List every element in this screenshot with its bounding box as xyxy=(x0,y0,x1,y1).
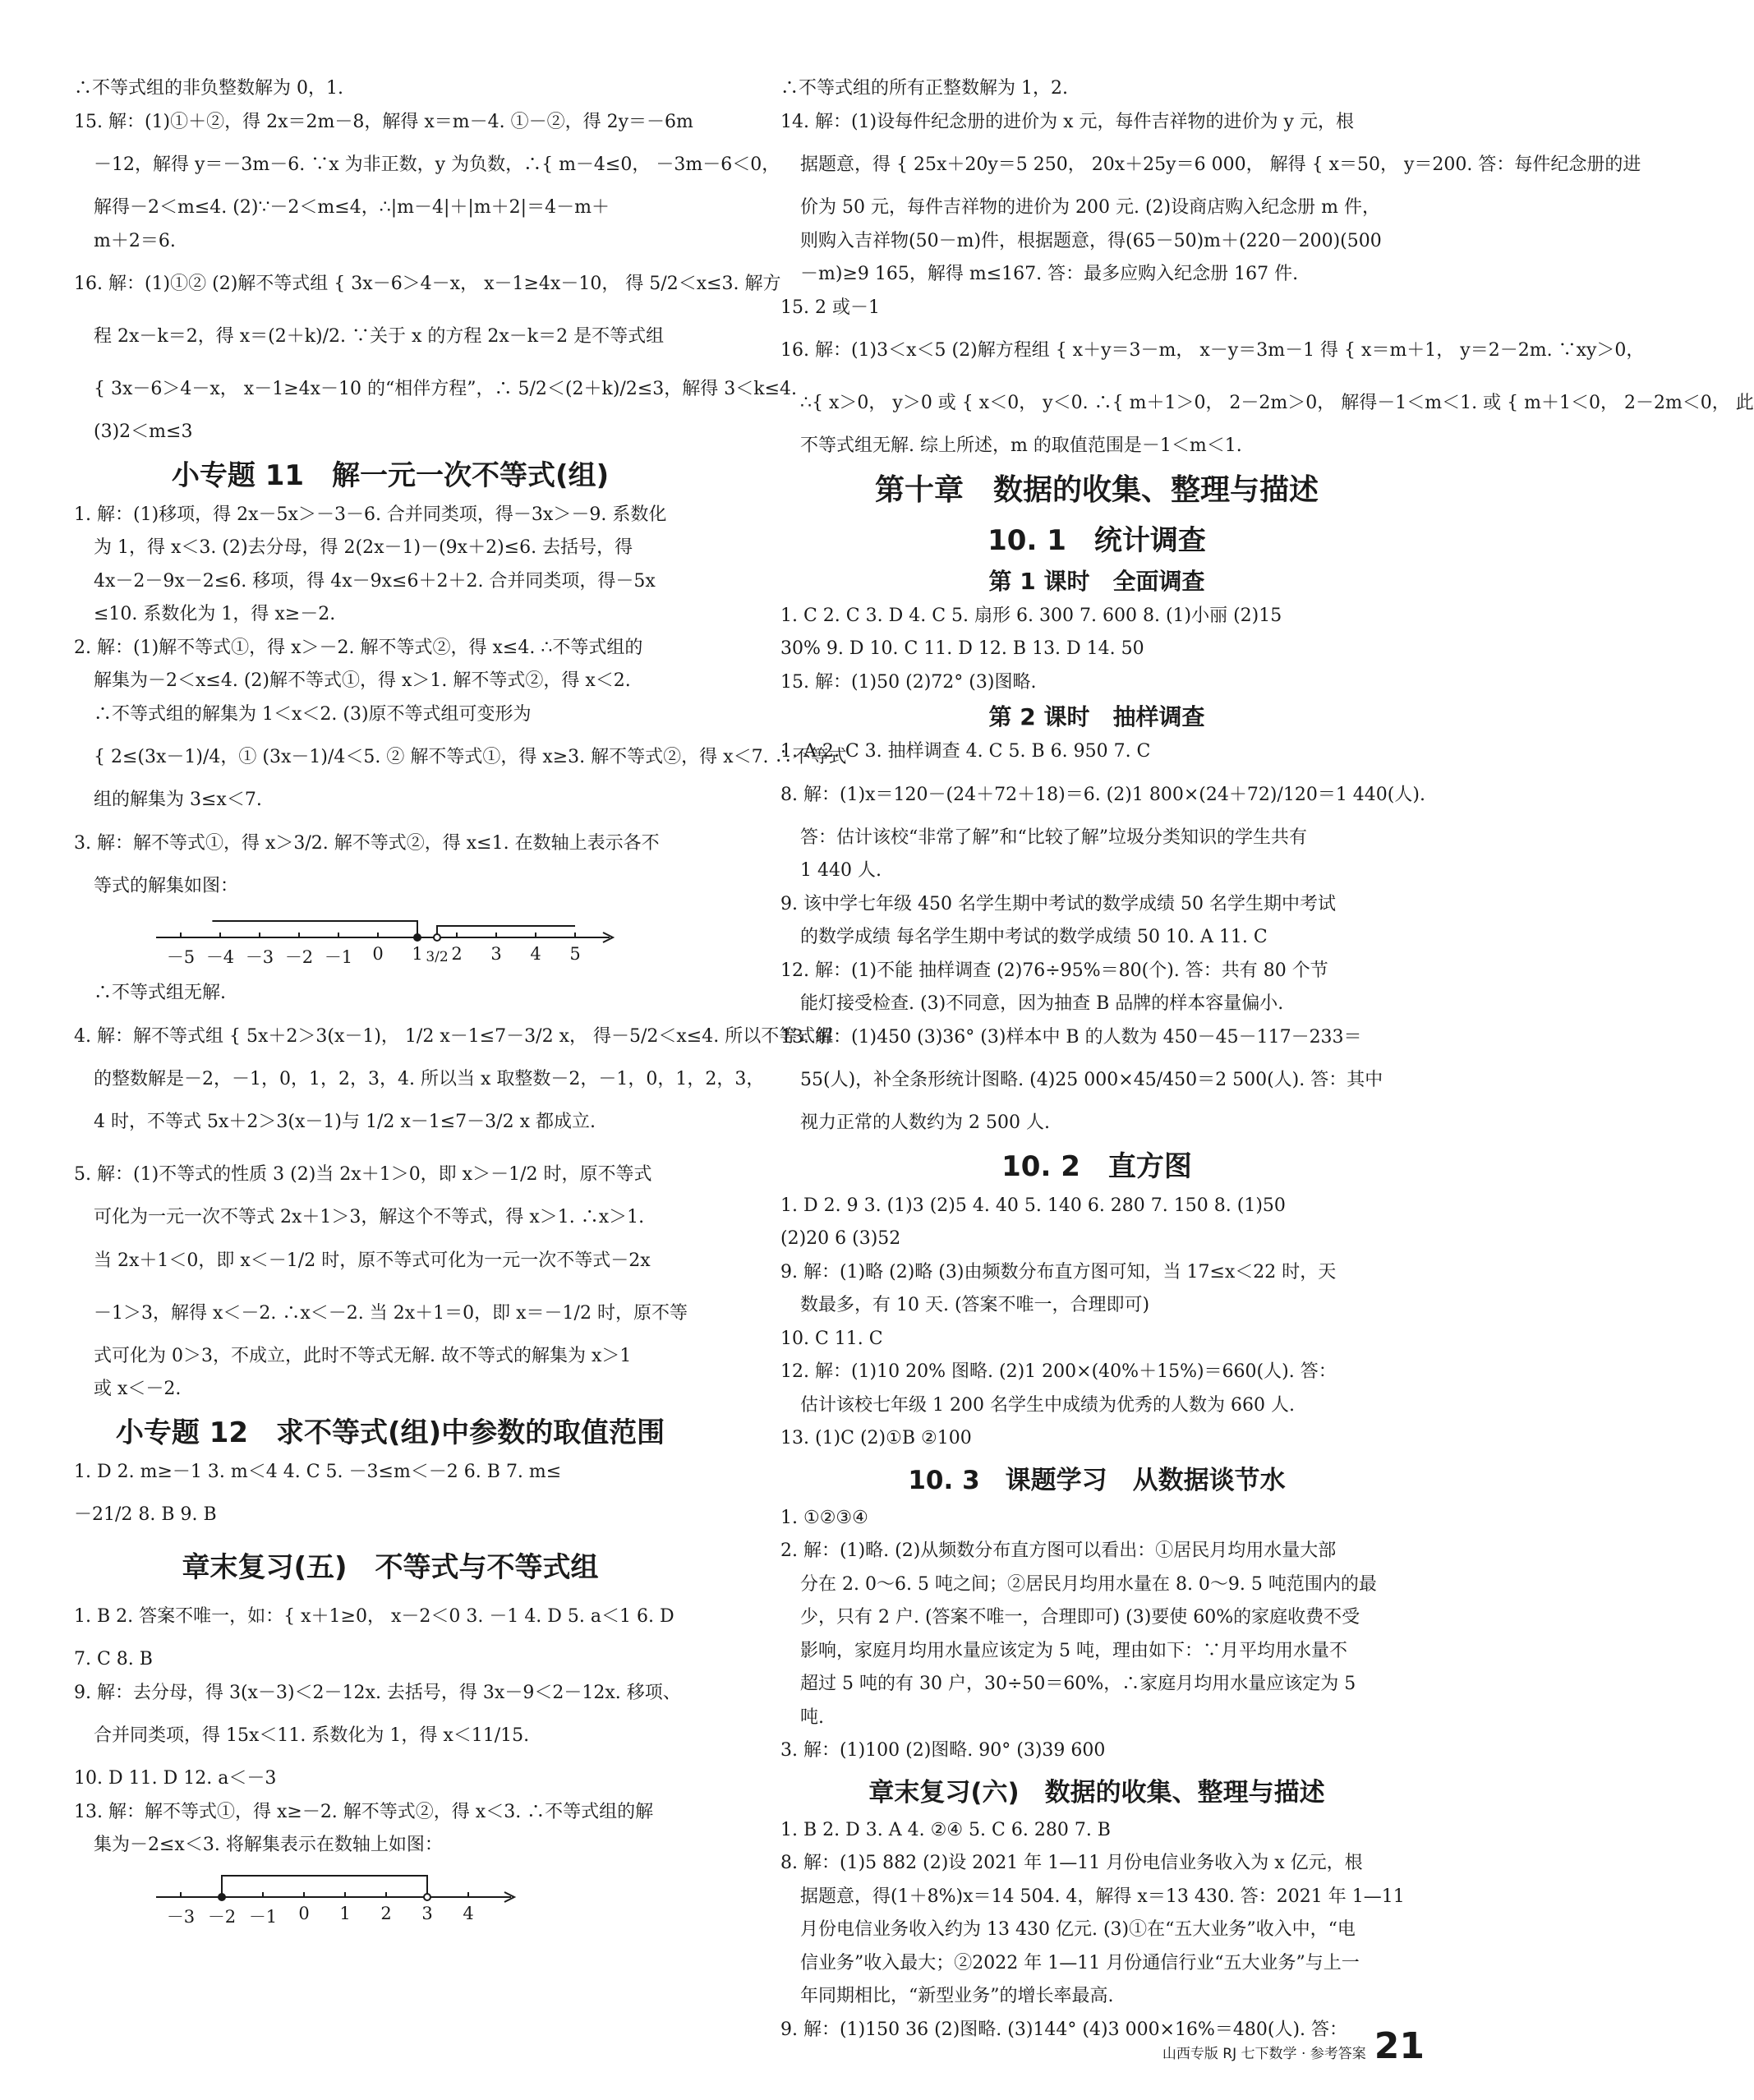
answer-line: 5. 解：(1)不等式的性质 3 (2)当 2x＋1＞0，即 x＞－1/2 时，原不等式 xyxy=(74,1164,652,1185)
solution-range xyxy=(212,921,417,937)
answer-line: ∴不等式组的所有正整数解为 1，2. xyxy=(780,78,1068,99)
answer-line: 4 时，不等式 5x＋2＞3(x－1)与 1/2 x－1≤7－3/2 x 都成立. xyxy=(94,1112,596,1132)
answer-line: 组的解集为 3≤x＜7. xyxy=(94,790,262,810)
answer-line: 吨. xyxy=(800,1706,824,1728)
tick-label: －1 xyxy=(324,947,353,967)
answer-line: 则购入吉祥物(50－m)件，根据题意，得(65－50)m＋(220－200)(500 xyxy=(800,230,1382,251)
answer-line: 15. 解：(1)①＋②，得 2x＝2m－8，解得 x＝m－4. ①－②，得 2y＝－6m xyxy=(74,111,693,132)
section-heading: 第 1 课时 全面调查 xyxy=(988,567,1205,595)
answer-line: 可化为一元一次不等式 2x＋1＞3，解这个不等式，得 x＞1. ∴x＞1. xyxy=(94,1207,645,1227)
answer-line: 或 x＜－2. xyxy=(94,1379,182,1399)
answer-line: 4x－2－9x－2≤6. 移项，得 4x－9x≤6＋2＋2. 合并同类项，得－5x xyxy=(94,570,656,592)
answer-line: 1. 解：(1)移项，得 2x－5x＞－3－6. 合并同类项，得－3x＞－9. 系数化 xyxy=(74,504,667,525)
number-line xyxy=(156,906,616,972)
answer-line: { 3x－6＞4－x， x－1≥4x－10 的“相伴方程”，∴ 5/2＜(2＋k)/2≤3，解得 3＜k≤4. xyxy=(94,379,797,399)
tick-label-fraction: 3/2 xyxy=(426,949,449,965)
answer-line: 分在 2. 0～6. 5 吨之间；②居民月均用水量在 8. 0～9. 5 吨范围内的最 xyxy=(800,1573,1377,1595)
tick-label: 2 xyxy=(380,1903,392,1923)
answer-line: 1. C 2. C 3. D 4. C 5. 扇形 6. 300 7. 600 8. (1)小丽 (2)15 xyxy=(780,605,1282,626)
answer-line: 9. 解：(1)150 36 (2)图略. (3)144° (4)3 000×16%＝480(人). 答： xyxy=(780,2019,1348,2040)
page-number: 21 xyxy=(1374,2025,1425,2067)
number-line-axis xyxy=(156,1866,518,1907)
answer-line: 2. 解：(1)略. (2)从频数分布直方图可以看出：①居民月均用水量大部 xyxy=(780,1540,1337,1561)
answer-line: 12. 解：(1)不能 抽样调查 (2)76÷95%＝80(个). 答：共有 80 个节 xyxy=(780,960,1328,981)
answer-line: 当 2x＋1＜0，即 x＜－1/2 时，原不等式可化为一元一次不等式－2x xyxy=(94,1250,651,1271)
answer-line: ∴不等式组的非负整数解为 0，1. xyxy=(74,78,343,99)
section-heading: 章末复习(五) 不等式与不等式组 xyxy=(182,1551,599,1584)
answer-line: 16. 解：(1)①② (2)解不等式组 { 3x－6＞4－x， x－1≥4x－10， 得 5/2＜x≤3. 解方 xyxy=(74,274,781,294)
answer-line: 视力正常的人数约为 2 500 人. xyxy=(800,1112,1050,1133)
answer-line: 数最多，有 10 天. (答案不唯一，合理即可) xyxy=(800,1295,1150,1315)
answer-line: 9. 解：(1)略 (2)略 (3)由频数分布直方图可知，当 17≤x＜22 时，天 xyxy=(780,1261,1337,1283)
answer-line: 1. D 2. m≥－1 3. m＜4 4. C 5. －3≤m＜－2 6. B 7. m≤ xyxy=(74,1461,562,1482)
answer-line: 能灯接受检查. (3)不同意，因为抽查 B 品牌的样本容量偏小. xyxy=(800,993,1284,1014)
answer-line: 集为－2≤x＜3. 将解集表示在数轴上如图： xyxy=(94,1835,443,1855)
answer-line: 答：估计该校“非常了解”和“比较了解”垃圾分类知识的学生共有 xyxy=(800,827,1307,848)
tick-label: 0 xyxy=(372,944,384,964)
answer-line: 15. 解：(1)50 (2)72° (3)图略. xyxy=(780,671,1037,693)
section-heading: 10. 2 直方图 xyxy=(1001,1149,1192,1183)
answer-line: 程 2x－k＝2，得 x＝(2＋k)/2. ∵关于 x 的方程 2x－k＝2 是不等式组 xyxy=(94,326,665,347)
answer-line: 13. 解：解不等式①，得 x≥－2. 解不等式②，得 x＜3. ∴不等式组的解 xyxy=(74,1801,654,1822)
answer-line: 12. 解：(1)10 20% 图略. (2)1 200×(40%＋15%)＝660(人). 答： xyxy=(780,1361,1337,1382)
answer-line: 2. 解：(1)解不等式①，得 x＞－2. 解不等式②，得 x≤4. ∴不等式组的 xyxy=(74,637,643,658)
answer-line: 为 1，得 x＜3. (2)去分母，得 2(2x－1)－(9x＋2)≤6. 去括号，得 xyxy=(94,537,633,558)
section-heading: 小专题 11 解一元一次不等式(组) xyxy=(171,458,610,492)
tick-label: 4 xyxy=(463,1903,474,1923)
tick-label: 0 xyxy=(298,1903,310,1923)
tick-label: 2 xyxy=(451,944,463,964)
solution-range xyxy=(437,926,575,937)
answer-line: ∴不等式组的解集为 1＜x＜2. (3)原不等式组可变形为 xyxy=(94,703,532,725)
answer-line: 55(人)，补全条形统计图略. (4)25 000×45/450＝2 500(人). 答：其中 xyxy=(800,1070,1383,1090)
section-heading: 10. 3 课题学习 从数据谈节水 xyxy=(908,1465,1286,1495)
right-column xyxy=(780,72,1754,2047)
tick-label: －3 xyxy=(166,1906,196,1927)
answer-line: 13. (1)C (2)①B ②100 xyxy=(780,1428,972,1448)
answer-line: 1. ①②③④ xyxy=(780,1507,868,1528)
answer-line: 的数学成绩 每名学生期中考试的数学成绩 50 10. A 11. C xyxy=(800,927,1268,947)
answer-line: 信业务”收入最大；②2022 年 1—11 月份通信行业“五大业务”与上一 xyxy=(800,1952,1360,1973)
answer-line: 8. 解：(1)5 882 (2)设 2021 年 1—11 月份电信业务收入为 x 亿元，根 xyxy=(780,1853,1363,1873)
answer-line: －12，解得 y＝－3m－6. ∵x 为非正数，y 为负数，∴{ m－4≤0， －3m－6＜0， xyxy=(94,154,780,175)
tick-label: 4 xyxy=(530,944,541,964)
answer-line: －1＞3，解得 x＜－2. ∴x＜－2. 当 2x＋1＝0，即 x＝－1/2 时，原不等 xyxy=(94,1302,688,1324)
answer-line: (3)2＜m≤3 xyxy=(94,421,193,442)
answer-line: ∴{ x＞0， y＞0 或 { x＜0， y＜0. ∴{ m＋1＞0， 2－2m＞0， 解得－1＜m＜1. 或 { m＋1＜0， 2－2m＜0， 此 xyxy=(800,393,1754,413)
answer-line: 14. 解：(1)设每件纪念册的进价为 x 元，每件吉祥物的进价为 y 元，根 xyxy=(780,111,1354,132)
answer-line: 1. D 2. 9 3. (1)3 (2)5 4. 40 5. 140 6. 280 7. 150 8. (1)50 xyxy=(780,1195,1286,1216)
answer-line: 少，只有 2 户. (答案不唯一，合理即可) (3)要使 60%的家庭收费不受 xyxy=(800,1607,1360,1628)
answer-line: 影响，家庭月均用水量应该定为 5 吨，理由如下：∵月平均用水量不 xyxy=(800,1640,1347,1661)
answer-line: 的整数解是－2，－1，0，1，2，3，4. 所以当 x 取整数－2，－1，0，1，2，3， xyxy=(94,1068,765,1089)
footer-text: 山西专版 RJ 七下数学 · 参考答案 xyxy=(1162,2046,1366,2062)
answer-line: 9. 解：去分母，得 3(x－3)＜2－12x. 去括号，得 3x－9＜2－12x. 移项、 xyxy=(74,1682,681,1703)
section-heading: 第十章 数据的收集、整理与描述 xyxy=(874,472,1319,507)
answer-line: 价为 50 元，每件吉祥物的进价为 200 元. (2)设商店购入纪念册 m 件， xyxy=(800,197,1380,218)
answer-line: －m)≥9 165，解得 m≤167. 答：最多应购入纪念册 167 件. xyxy=(800,264,1299,284)
answer-line: －21/2 8. B 9. B xyxy=(74,1504,217,1525)
answer-line: 16. 解：(1)3＜x＜5 (2)解方程组 { x＋y＝3－m， x－y＝3m－1 得 { x＝m＋1， y＝2－2m. ∵xy＞0， xyxy=(780,340,1645,361)
answer-line: 不等式组无解. 综上所述，m 的取值范围是－1＜m＜1. xyxy=(800,435,1242,456)
closed-endpoint xyxy=(414,934,421,941)
tick-label: 5 xyxy=(569,944,581,964)
answer-line: 据题意，得 { 25x＋20y＝5 250， 20x＋25y＝6 000， 解得 { x＝50， y＝200. 答：每件纪念册的进 xyxy=(800,154,1641,175)
answer-line: ≤10. 系数化为 1，得 x≥－2. xyxy=(94,604,336,624)
tick-label: －1 xyxy=(248,1906,278,1927)
tick-label: 3 xyxy=(421,1903,433,1923)
answer-line: 月份电信业务收入约为 13 430 亿元. (3)①在“五大业务”收入中，“电 xyxy=(800,1919,1356,1940)
tick-label: －4 xyxy=(205,947,235,967)
answer-line: 30% 9. D 10. C 11. D 12. B 13. D 14. 50 xyxy=(780,638,1144,659)
answer-line: 解得－2＜m≤4. (2)∵－2＜m≤4，∴|m－4|＋|m＋2|＝4－m＋ xyxy=(94,197,610,218)
page-footer xyxy=(1162,2025,1425,2067)
answer-line: 3. 解：解不等式①，得 x＞3/2. 解不等式②，得 x≤1. 在数轴上表示各不 xyxy=(74,832,660,854)
answer-line: (2)20 6 (3)52 xyxy=(780,1228,901,1249)
answer-line: m＋2＝6. xyxy=(94,230,176,251)
answer-line: 等式的解集如图： xyxy=(94,875,239,896)
answer-line: 4. 解：解不等式组 { 5x＋2＞3(x－1)， 1/2 x－1≤7－3/2 x， 得－5/2＜x≤4. 所以不等式组 xyxy=(74,1025,834,1047)
answer-line: 解集为－2＜x≤4. (2)解不等式①，得 x＞1. 解不等式②，得 x＜2. xyxy=(94,670,631,691)
section-heading: 章末复习(六) 数据的收集、整理与描述 xyxy=(868,1777,1325,1808)
tick-label: 1 xyxy=(339,1903,351,1923)
answer-line: 1. B 2. 答案不唯一，如：{ x＋1≥0， x－2＜0 3. －1 4. D 5. a＜1 6. D xyxy=(74,1606,674,1627)
tick-label: －5 xyxy=(166,947,196,967)
section-heading: 小专题 12 求不等式(组)中参数的取值范围 xyxy=(115,1416,665,1449)
answer-line: 15. 2 或－1 xyxy=(780,297,880,318)
answer-line: 1 440 人. xyxy=(800,860,882,881)
tick-label: －3 xyxy=(245,947,274,967)
answer-line: 13. 解：(1)450 (3)36° (3)样本中 B 的人数为 450－45－117－233＝ xyxy=(780,1026,1362,1048)
answer-line: 估计该校七年级 1 200 名学生中成绩为优秀的人数为 660 人. xyxy=(800,1394,1295,1416)
answer-line: ∴不等式组无解. xyxy=(94,983,226,1003)
tick-label: －2 xyxy=(284,947,314,967)
number-line xyxy=(156,1866,616,1932)
answer-line: 10. D 11. D 12. a＜－3 xyxy=(74,1768,277,1789)
tick-label: 1 xyxy=(412,944,423,964)
answer-line: 式可化为 0＞3，不成立，此时不等式无解. 故不等式的解集为 x＞1 xyxy=(94,1345,632,1366)
answer-line: 8. 解：(1)x＝120－(24＋72＋18)＝6. (2)1 800×(24＋72)/120＝1 440(人). xyxy=(780,784,1425,805)
answer-line: 1. A 2. C 3. 抽样调查 4. C 5. B 6. 950 7. C xyxy=(780,741,1151,762)
answer-line: 7. C 8. B xyxy=(74,1649,153,1669)
open-endpoint xyxy=(434,934,440,941)
answer-line: 1. B 2. D 3. A 4. ②④ 5. C 6. 280 7. B xyxy=(780,1819,1111,1840)
answer-line: 合并同类项，得 15x＜11. 系数化为 1，得 x＜11/15. xyxy=(94,1725,530,1746)
number-line-axis xyxy=(156,906,616,947)
answer-line: 年同期相比，“新型业务”的增长率最高. xyxy=(800,1986,1114,2006)
answer-line: 9. 该中学七年级 450 名学生期中考试的数学成绩 50 名学生期中考试 xyxy=(780,893,1336,914)
answer-line: 超过 5 吨的有 30 户，30÷50＝60%，∴家庭月均用水量应该定为 5 xyxy=(800,1674,1356,1694)
answer-line: 10. C 11. C xyxy=(780,1328,883,1349)
answer-line: { 2≤(3x－1)/4，① (3x－1)/4＜5. ② 解不等式①，得 x≥3. 解不等式②，得 x＜7. ∴不等式 xyxy=(94,747,847,767)
answer-line: 3. 解：(1)100 (2)图略. 90° (3)39 600 xyxy=(780,1740,1106,1761)
section-heading: 10. 1 统计调查 xyxy=(987,523,1206,557)
solution-range xyxy=(222,1876,427,1897)
open-endpoint xyxy=(424,1894,430,1900)
tick-label: －2 xyxy=(207,1906,237,1927)
section-heading: 第 2 课时 抽样调查 xyxy=(988,703,1205,730)
answer-line: 据题意，得(1＋8%)x＝14 504. 4，解得 x＝13 430. 答：2021 年 1—11 xyxy=(800,1886,1405,1907)
tick-label: 3 xyxy=(490,944,502,964)
closed-endpoint xyxy=(219,1894,225,1900)
